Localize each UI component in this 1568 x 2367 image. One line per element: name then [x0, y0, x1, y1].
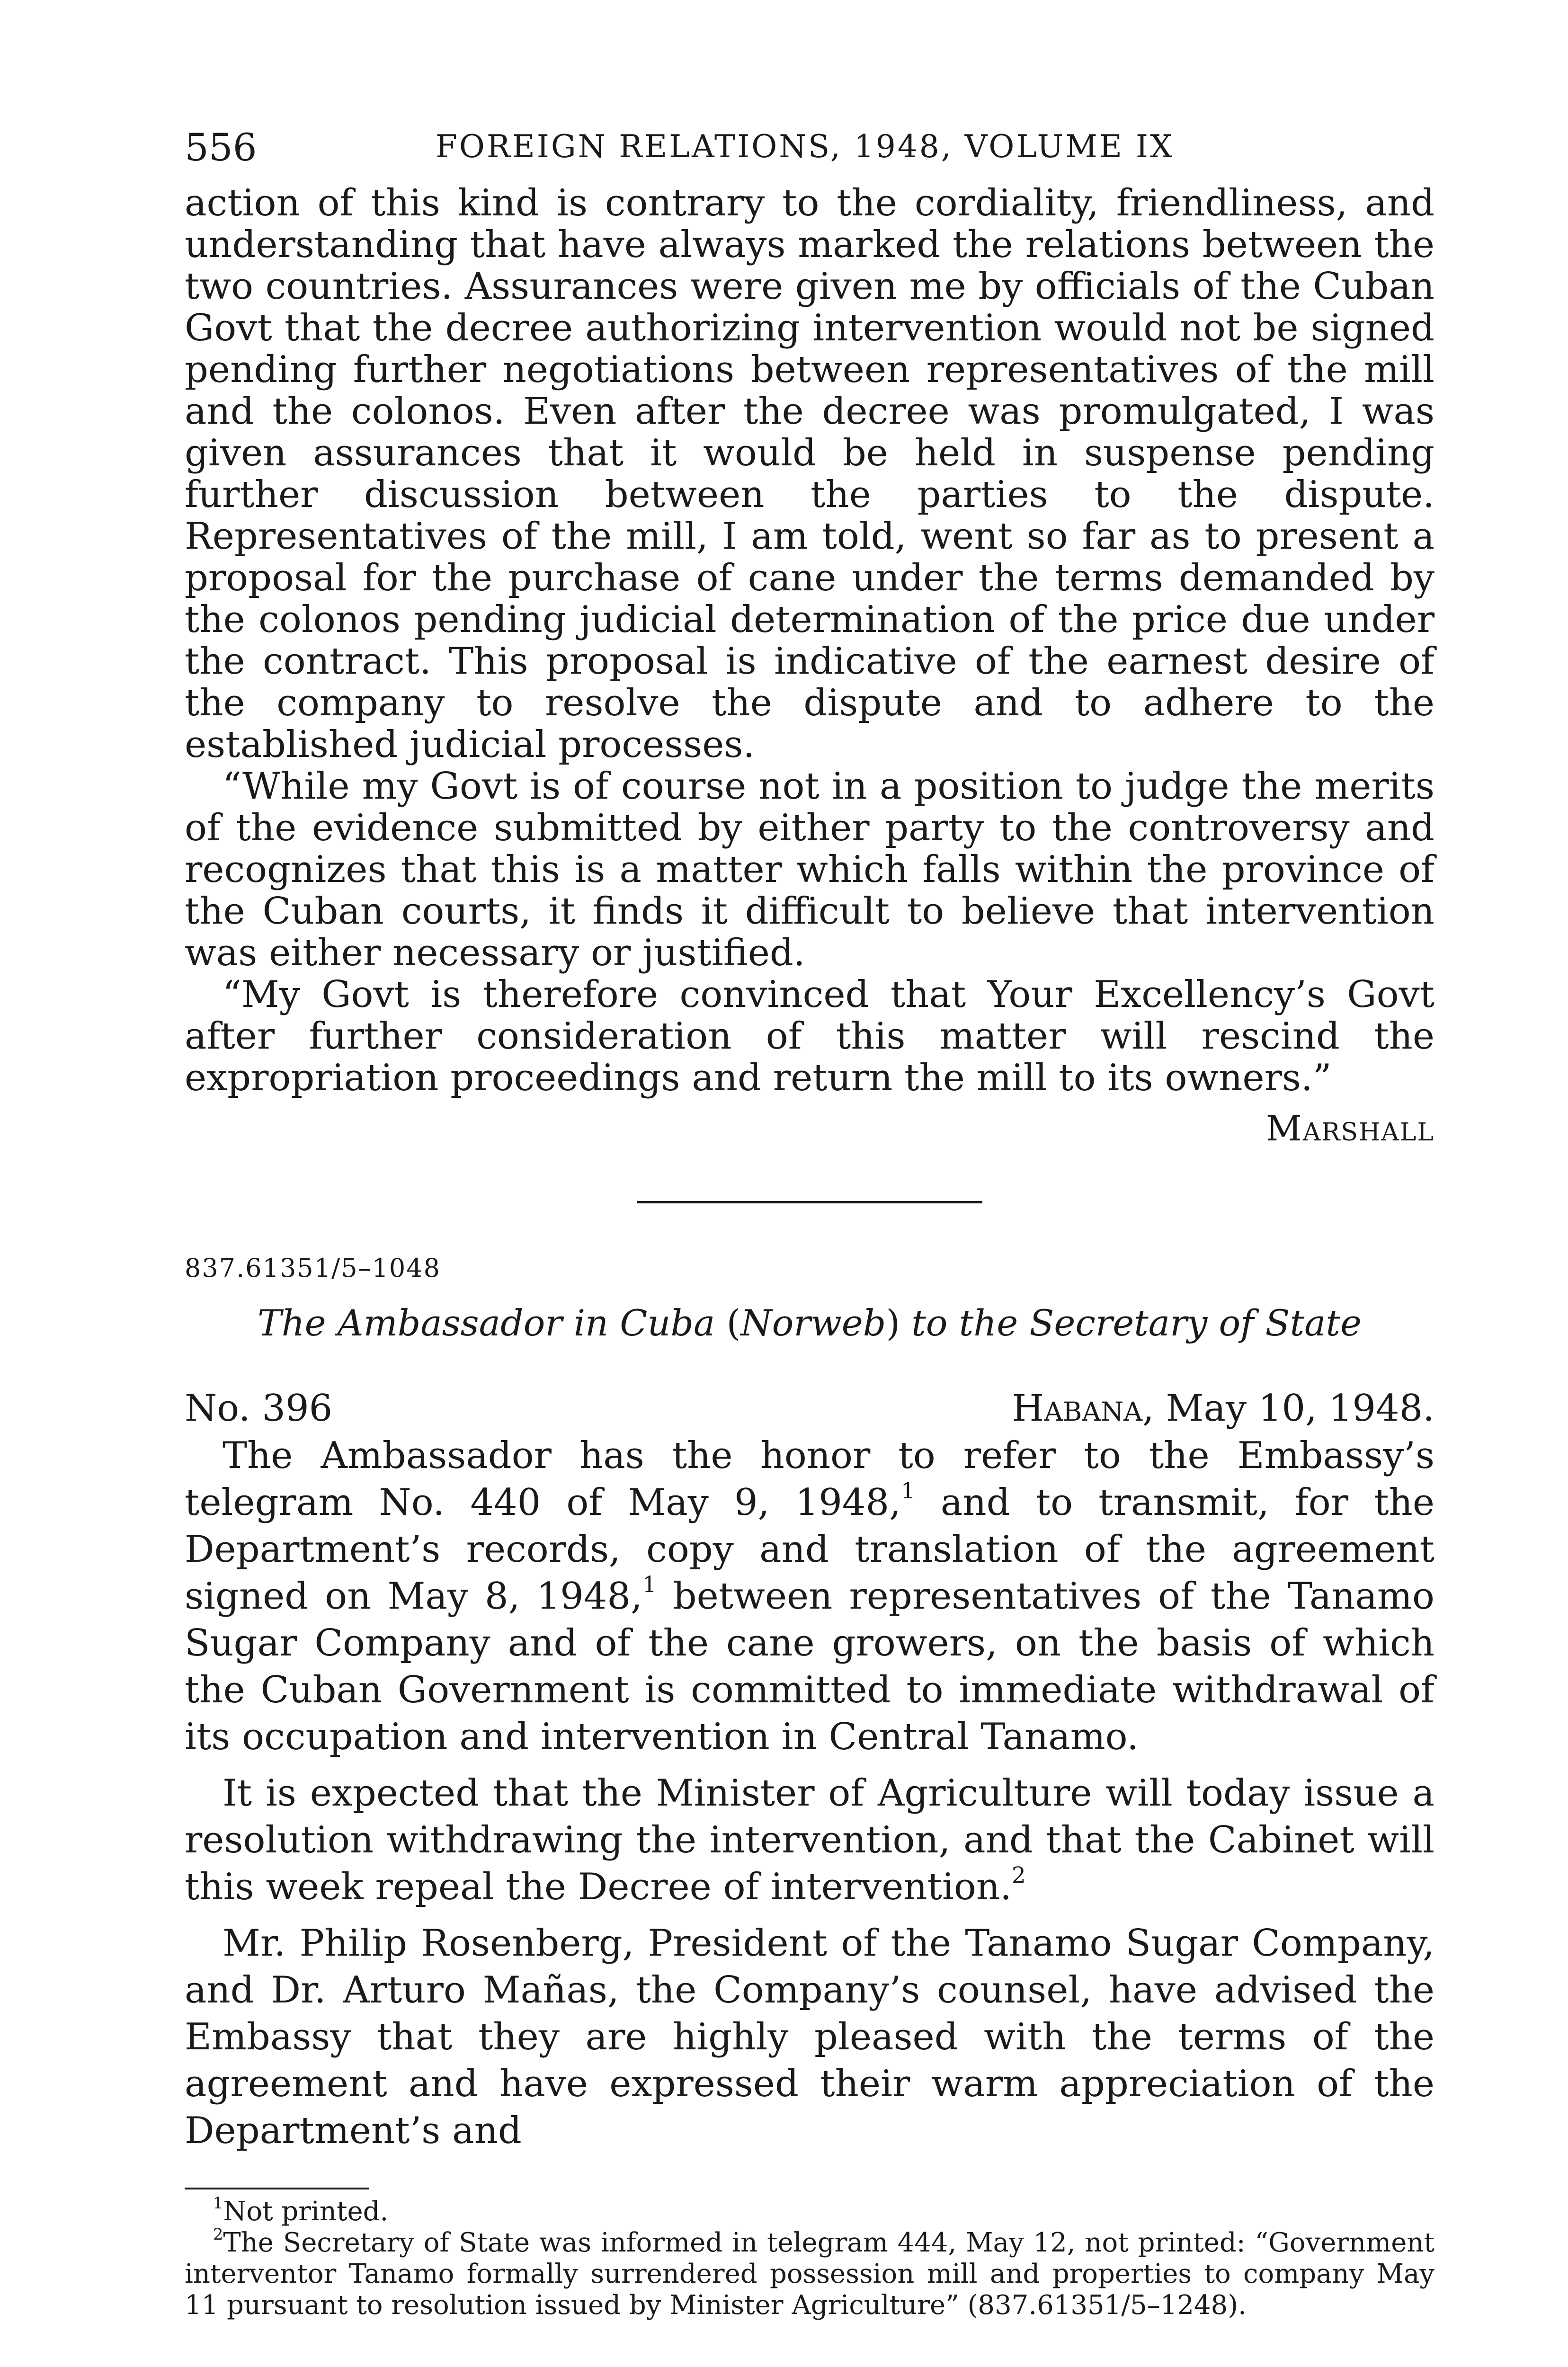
footnote-ref: 1: [900, 1478, 915, 1504]
quoted-paragraph: “My Govt is therefore convinced that Your Excellency’s Govt after further consideration of this matter will rescind the expropriation proceedings and return the mill to its owners.”: [185, 973, 1434, 1099]
footnotes: [185, 2193, 1434, 2321]
document-title: [185, 1302, 1434, 1344]
footnote-text: The Secretary of State was informed in telegram 444, May 12, not printed: “Government interventor Tanamo formally surrendered possession mill and properties to company May 11 pursuant to resolution issued by Minister Agriculture” (837.61351/5–1248).: [185, 2227, 1434, 2321]
text-run: and to transmit, for the Department’s records, copy and translation of the agreement signed on May 8, 1948,: [185, 1481, 1434, 1618]
footnote-marker: 2: [213, 2225, 223, 2243]
footnote-ref: 2: [1011, 1862, 1026, 1888]
page: [185, 125, 1434, 2321]
running-title: FOREIGN RELATIONS, 1948, VOLUME IX: [436, 128, 1174, 165]
date: , May 10, 1948.: [1142, 1387, 1434, 1430]
document-number: No. 396: [185, 1387, 333, 1430]
place: Habana: [1012, 1387, 1143, 1430]
dateline: [185, 1387, 1434, 1433]
running-head: [185, 125, 1434, 182]
previous-document-continuation: [185, 182, 1434, 1149]
page-number: 556: [185, 125, 257, 169]
footnote-marker: 1: [213, 2193, 223, 2212]
title-sender-name: Norweb: [740, 1302, 886, 1344]
quoted-paragraph: “While my Govt is of course not in a position to judge the merits of the evidence submitted by either party to the controversy and recognizes that this is a matter which falls within the province of the Cuban courts, it finds it difficult to believe that intervention was either necessary or justified.: [185, 765, 1434, 974]
letter-body: [185, 1433, 1434, 2154]
footnote: [185, 2227, 1434, 2321]
footnote-divider: [185, 2188, 369, 2189]
place-date: [1012, 1387, 1434, 1430]
continued-paragraph: action of this kind is contrary to the cordiality, friendliness, and understanding that have always marked the relations between the two countries. Assurances were given me by officials of the Cuban Govt that the decree authorizing intervention would not be signed pending further negotiations between representatives of the mill and the colonos. Even after the decree was promulgated, I was given assurances that it would be held in suspense pending further discussion between the parties to the dispute. Representatives of the mill, I am told, went so far as to present a proposal for the purchase of cane under the terms demanded by the colonos pending judicial determination of the price due under the contract. This proposal is indicative of the earnest desire of the company to resolve the dispute and to adhere to the established judicial processes.: [185, 182, 1434, 766]
body-paragraph: [185, 1770, 1434, 1911]
text-run: The Ambassador has the honor to refer to the Embassy’s telegram No. 440 of May 9, 1948,: [185, 1434, 1434, 1524]
section-divider: [637, 1201, 982, 1203]
title-paren: (: [715, 1302, 741, 1344]
file-number: 837.61351/5–1048: [185, 1253, 441, 1283]
body-paragraph: [185, 1433, 1434, 1761]
body-paragraph: Mr. Philip Rosenberg, President of the Tanamo Sugar Company, and Dr. Arturo Mañas, the Company’s counsel, have advised the Embassy that they are highly pleased with the terms of the agreement and have expressed their warm appreciation of the Department’s and: [185, 1922, 1434, 2152]
title-recipient: to the Secretary of State: [911, 1302, 1362, 1344]
title-sender: The Ambassador in Cuba: [257, 1302, 715, 1344]
footnote: [185, 2193, 1434, 2227]
text-run: It is expected that the Minister of Agriculture will today issue a resolution withdrawing the intervention, and that the Cabinet will this week repeal the Decree of intervention.: [185, 1772, 1434, 1908]
footnote-text: Not printed.: [223, 2196, 389, 2227]
title-paren: ): [886, 1302, 912, 1344]
text-run: between representatives of the Tanamo Sugar Company and of the cane growers, on the basis of which the Cuban Government is committed to immediate withdrawal of its occupation and intervention in Central Tanamo.: [185, 1575, 1434, 1758]
signature: Marshall: [1265, 1108, 1434, 1149]
footnote-ref: 1: [642, 1572, 657, 1598]
